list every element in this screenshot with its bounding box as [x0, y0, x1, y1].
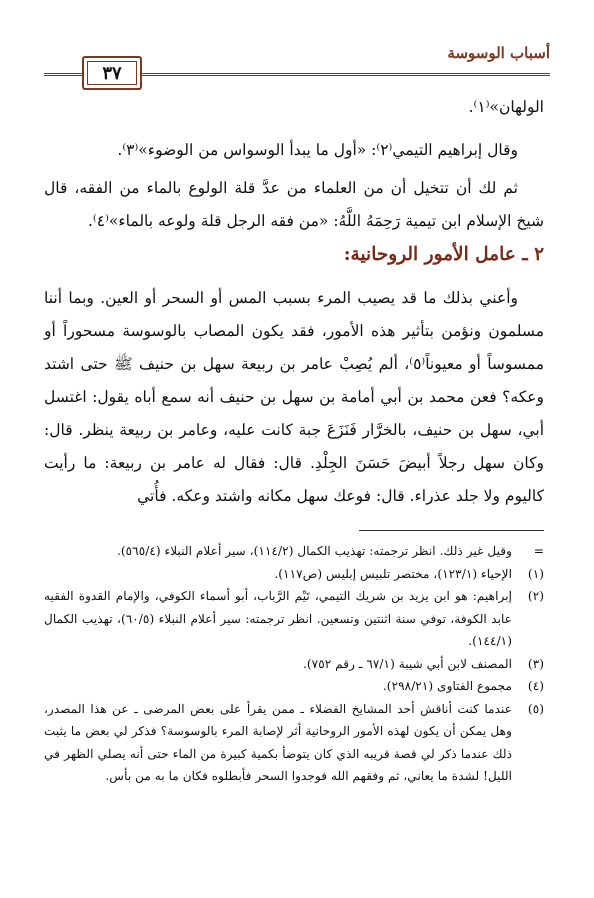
footnote-1 [44, 563, 544, 586]
paragraph-fiqh [44, 172, 544, 238]
running-title: أسباب الوسوسة [447, 44, 550, 62]
footnote-divider [359, 530, 544, 531]
footnote-4 [44, 675, 544, 698]
footnote-mark: (٢) [527, 589, 544, 603]
footnote-2 [44, 585, 544, 653]
footnote-text: مجموع الفتاوى (٢٩٨/٢١). [382, 679, 512, 693]
section-heading: ٢ ـ عامل الأمور الروحانية: [343, 244, 544, 265]
page-number: ٣٧ [102, 62, 122, 84]
paragraph-taymi [44, 134, 544, 167]
paragraph-spiritual-text: وأعني بذلك ما قد يصيب المرء بسبب المس أو السحر أو العين. وبما أننا مسلمون ونؤمن بتأثير هذه الأمور، فقد يكون المصاب بالوسوسة مسحوراً أو ممسوساً أو معيوناً⁽٥⁾، ألم يُصِبْ عامر بن ربيعة سهل بن حنيف ﷺ حتى اشتد وعكه؟ فعن محمد بن أبي أمامة بن سهل بن حنيف أنه سمع أباه يقول: اغتسل أبي، سهل بن حنيف، بالخرَّار فَنَزَعَ جبة كانت عليه، وعامر بن ربيعة ينظر. قال: وكان سهل رجلاً أبيضَ حَسَنَ الجِلْدِ. قال: فقال له عامر بن ربيعة: ما رأيت كاليوم ولا جلد عذراء. قال: فوعك سهل مكانه واشتد وعكه. فأُتي [44, 289, 544, 505]
footnote-mark: (٣) [527, 656, 544, 671]
footnote-mark: (٤) [527, 679, 544, 693]
paragraph-spiritual [44, 282, 544, 513]
footnotes [44, 540, 544, 788]
paragraph-fiqh-text: ثم لك أن تتخيل أن من العلماء من عدَّ قلة الولوع بالماء من الفقه، قال شيخ الإسلام ابن تيمية رَحِمَهُ اللَّهُ: «من فقه الرجل قلة ولوعه بالماء»⁽٤⁾. [44, 179, 544, 230]
footnote-text: عندما كنت أناقش أحد المشايخ الفضلاء ـ ممن يقرأ على بعض المرضى ـ عن هذا المصدر، وهل يمكن أن يكون لهذه الأمور الروحانية أثر لإصابة المرء بالوسوسة؟ فذكر لي بعض ما يثبت ذلك عندما ذكر لي قصة قريبه الذي كان يتوضأ بكمية كبيرة من الماء حتى أنه يصلي الظهر في الليل! لشدة ما يعاني، ثم وفقهم الله فوجدوا السحر فأبطلوه فكان ما به من بأس. [44, 701, 512, 783]
footnote-text: وقيل غير ذلك. انظر ترجمته: تهذيب الكمال (١١٤/٢)، سير أعلام النبلاء (٥٦٥/٤). [116, 544, 512, 558]
footnote-mark: (٥) [527, 701, 544, 716]
footnote-mark: = [533, 544, 544, 558]
footnote-text: الإحياء (١٢٣/١)، مختصر تلبيس إبليس (ص١١٧). [274, 566, 512, 581]
footnote-text: إبراهيم: هو ابن يزيد بن شريك التيمي، تَيْم الرَّباب، أبو أسماء الكوفي، والإمام القدوة الفقيه عابد الكوفة، توفي سنة اثنتين وتسعين. انظر ترجمته: سير أعلام النبلاء (٦٠/٥)، تهذيب الكمال (١٤٤/١). [44, 589, 512, 648]
footnote-text: المصنف لابن أبي شيبة (٦٧/١ ـ رقم ٧٥٢). [303, 656, 512, 671]
footnote-5 [44, 698, 544, 788]
line-continuation: الولهان»⁽١⁾. [468, 98, 544, 116]
paragraph-taymi-text: وقال إبراهيم التيمي⁽٢⁾: «أول ما يبدأ الوسواس من الوضوء»⁽٣⁾. [117, 141, 518, 159]
page-number-frame [82, 56, 142, 90]
footnote-mark: (١) [527, 566, 544, 581]
continuation-line [44, 91, 544, 124]
footnote-continued [44, 540, 544, 563]
footnote-3 [44, 653, 544, 676]
